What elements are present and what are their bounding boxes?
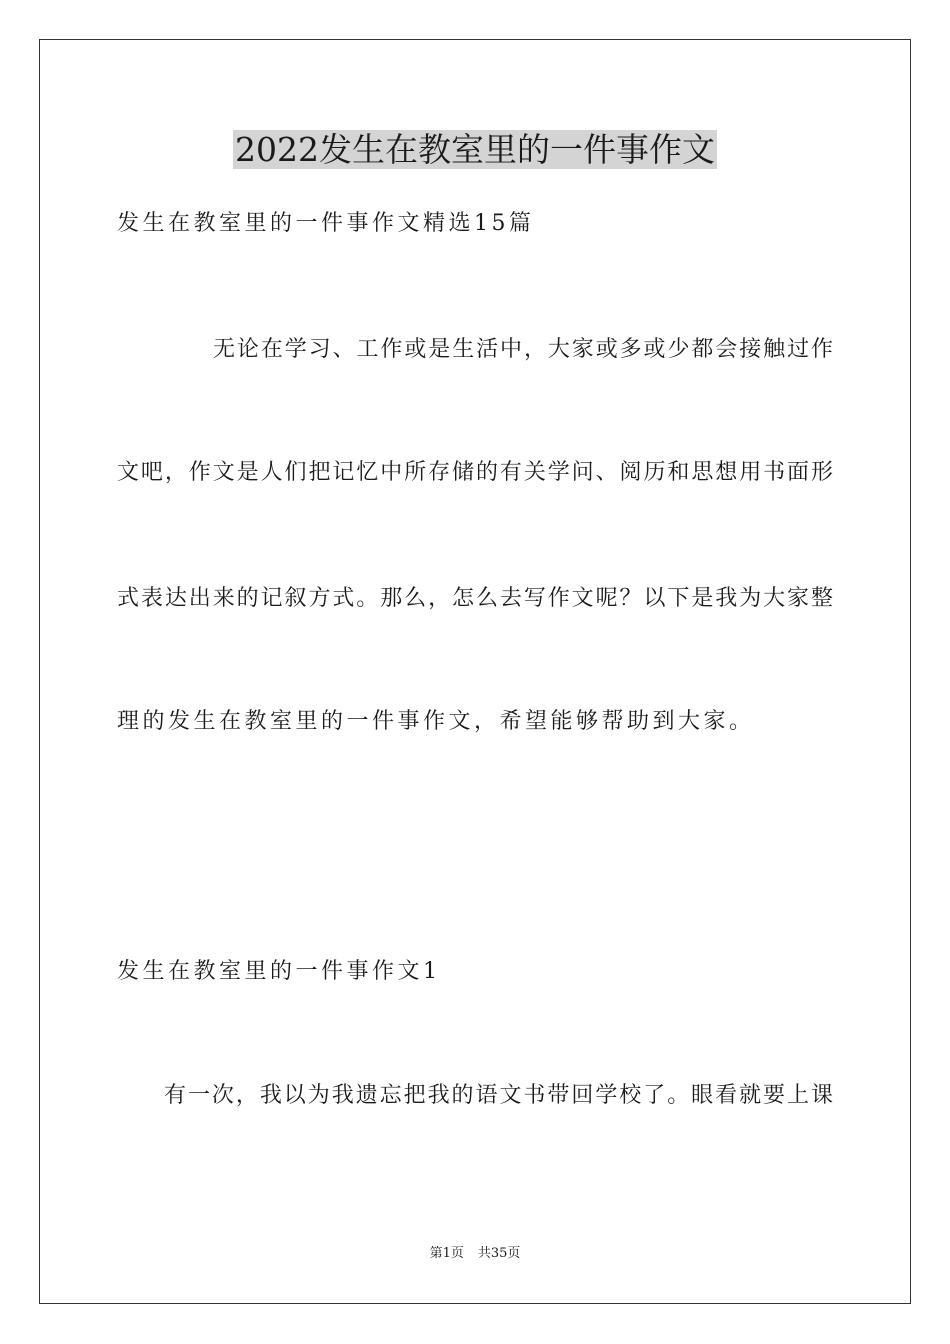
- intro-line-3: 式表达出来的记叙方式。那么，怎么去写作文呢？以下是我为大家整: [117, 586, 833, 611]
- intro-line-2: 文吧，作文是人们把记忆中所存储的有关学问、阅历和思想用书面形: [117, 460, 833, 485]
- intro-line-1: 无论在学习、工作或是生活中，大家或多或少都会接触过作: [213, 337, 833, 362]
- section-heading: 发生在教室里的一件事作文1: [117, 959, 441, 984]
- page-number: 第1页: [429, 1246, 464, 1261]
- intro-line-4: 理的发生在教室里的一件事作文，希望能够帮助到大家。: [117, 709, 755, 734]
- document-title-text: 2022发生在教室里的一件事作文: [235, 130, 715, 169]
- page-total: 共35页: [477, 1246, 521, 1261]
- document-title: [0, 128, 950, 172]
- body-line-1: 有一次，我以为我遗忘把我的语文书带回学校了。眼看就要上课: [164, 1083, 833, 1108]
- document-subtitle: 发生在教室里的一件事作文精选15篇: [117, 211, 535, 236]
- page-footer: [0, 1245, 950, 1263]
